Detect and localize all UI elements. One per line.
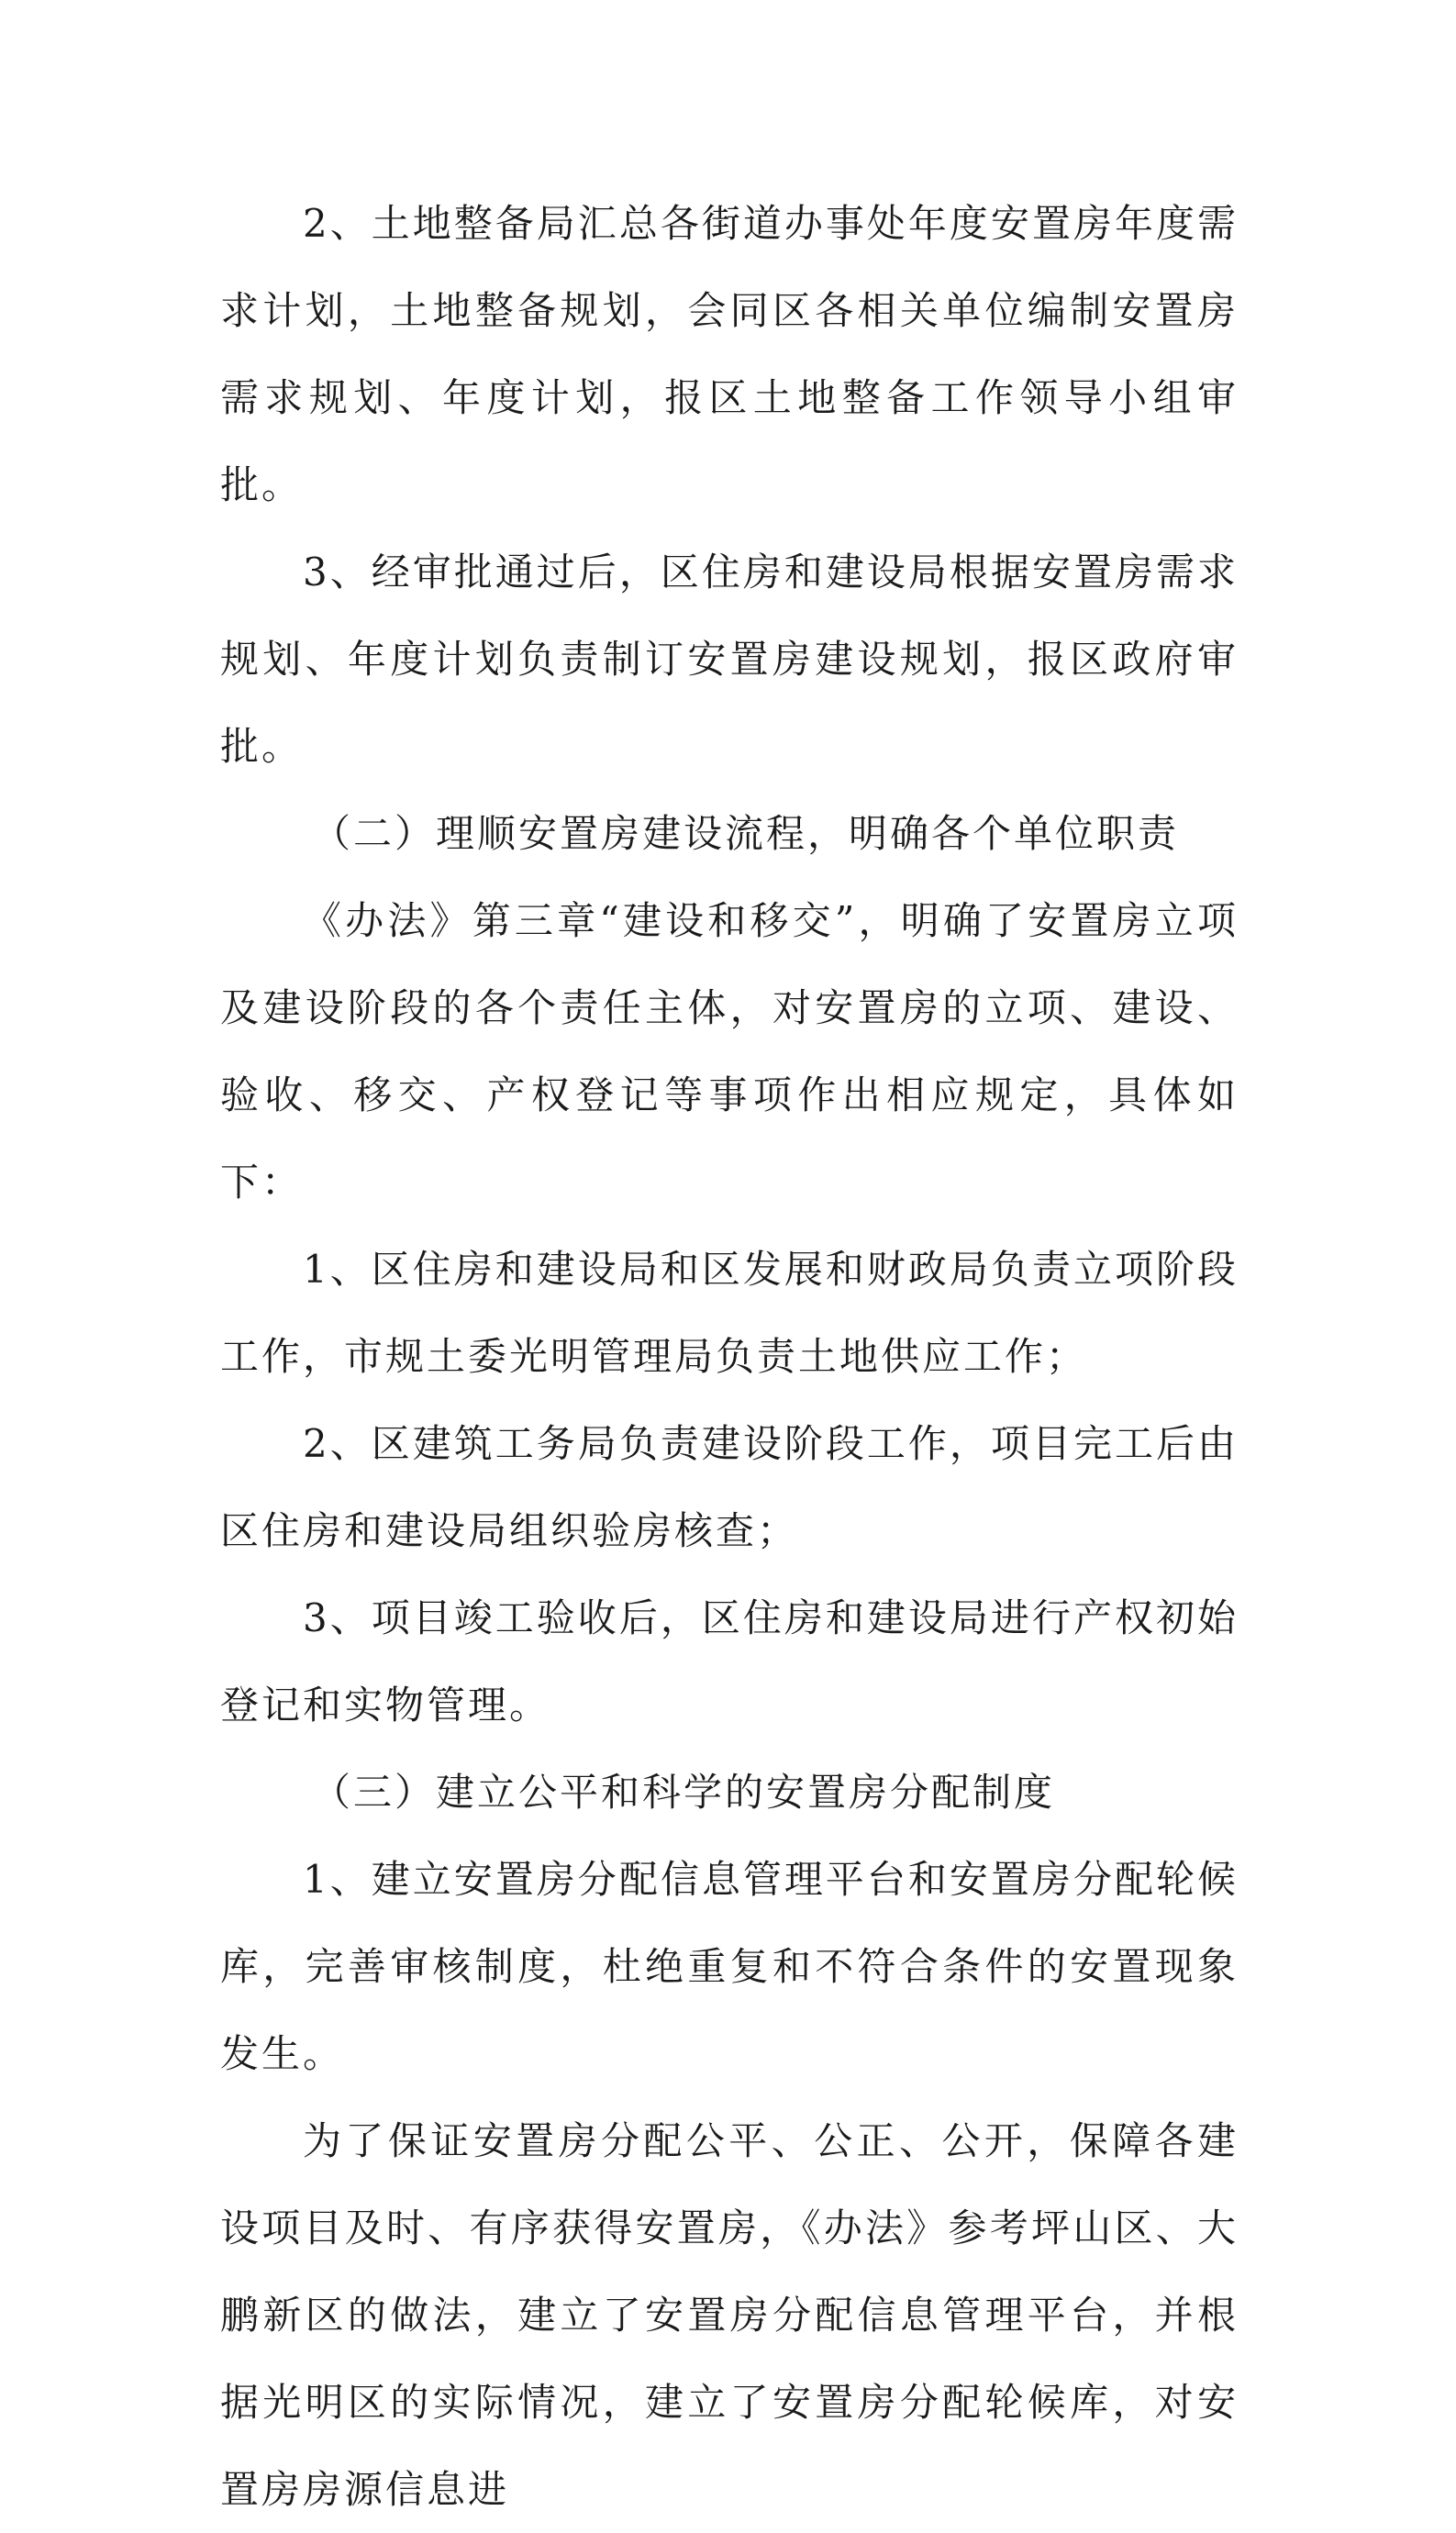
paragraph-4: 1、区住房和建设局和区发展和财政局负责立项阶段工作，市规土委光明管理局负责土地供应工作； (220, 1247, 1239, 1379)
document-page (220, 180, 1239, 2533)
paragraph-2: 3、经审批通过后，区住房和建设局根据安置房需求规划、年度计划负责制订安置房建设规划，报区政府审批。 (220, 550, 1239, 769)
section-heading-3: （三）建立公平和科学的安置房分配制度 (312, 1770, 1056, 1815)
paragraph-1: 2、土地整备局汇总各街道办事处年度安置房年度需求计划，土地整备规划，会同区各相关单位编制安置房需求规划、年度计划，报区土地整备工作领导小组审批。 (220, 201, 1239, 507)
paragraph-5: 2、区建筑工务局负责建设阶段工作，项目完工后由区住房和建设局组织验房核查； (220, 1421, 1239, 1553)
paragraph-7: 1、建立安置房分配信息管理平台和安置房分配轮候库，完善审核制度，杜绝重复和不符合条件的安置现象发生。 (220, 1857, 1239, 2076)
paragraph-8: 为了保证安置房分配公平、公正、公开，保障各建设项目及时、有序获得安置房，《办法》参考坪山区、大鹏新区的做法，建立了安置房分配信息管理平台，并根据光明区的实际情况，建立了安置房分配轮候库，对安置房房源信息进 (220, 2118, 1239, 2512)
paragraph-3: 《办法》第三章“建设和移交”，明确了安置房立项及建设阶段的各个责任主体，对安置房的立项、建设、验收、移交、产权登记等事项作出相应规定，具体如下： (220, 898, 1239, 1205)
section-heading-2: （二）理顺安置房建设流程，明确各个单位职责 (312, 811, 1180, 856)
paragraph-6: 3、项目竣工验收后，区住房和建设局进行产权初始登记和实物管理。 (220, 1595, 1239, 1728)
